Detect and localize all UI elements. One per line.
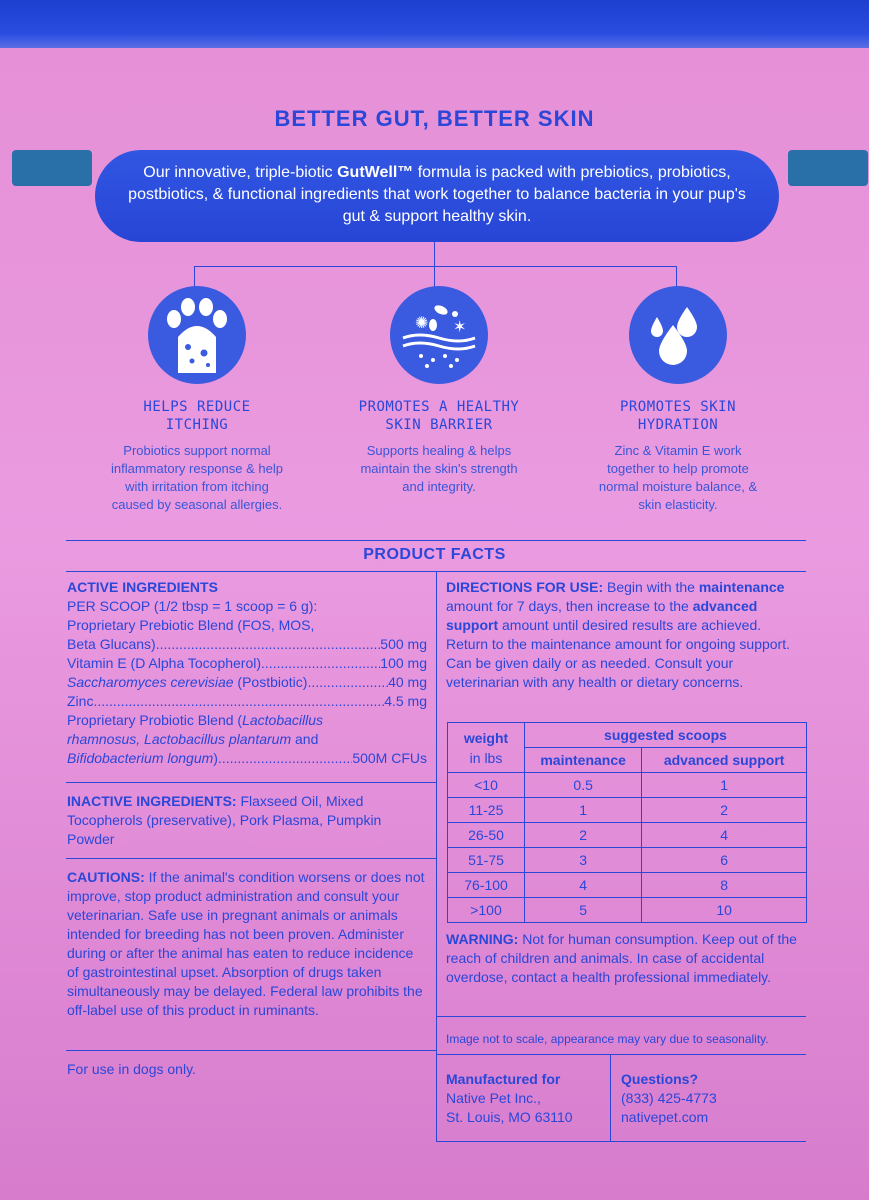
svg-text:✺: ✺	[415, 313, 429, 332]
per-scoop: PER SCOOP (1/2 tbsp = 1 scoop = 6 g):	[67, 598, 318, 614]
rule	[436, 1016, 806, 1017]
directions: DIRECTIONS FOR USE: Begin with the maintenance amount for 7 days, then increase to the advanced support amount until desired results are achieved. Return to the maintenance amount for ongoing support. Can be given daily or as needed. Consult your veterinarian with any health or dietary concerns.	[446, 579, 790, 690]
facts-top-rule	[66, 540, 806, 541]
table-row: <10 0.5 1	[448, 773, 807, 798]
connector-drop-1	[194, 266, 195, 288]
rule	[436, 1141, 806, 1142]
benefit-description: Supports healing & helps maintain the skin's strength and integrity.	[360, 443, 518, 494]
intro-before: Our innovative, triple-biotic	[143, 164, 338, 181]
intro-after: formula is packed with prebiotics, probiotics, postbiotics, & functional ingredients that work together to balance bacteria in your pup's gut & support healthy skin.	[128, 164, 746, 225]
manufacturer: Manufactured for Native Pet Inc., St. Louis, MO 63110	[446, 1071, 573, 1125]
benefit-title: PROMOTES SKIN HYDRATION	[619, 399, 737, 433]
probiotic-line-1: Proprietary Probiotic Blend (Lactobacillus	[67, 712, 324, 728]
benefit-itching	[87, 286, 307, 514]
rule	[66, 858, 436, 859]
paw-icon	[148, 286, 246, 384]
rule	[66, 1050, 436, 1051]
table-row: 26-50 2 4	[448, 823, 807, 848]
connector-stem	[434, 242, 435, 266]
prebiotic-line: Proprietary Prebiotic Blend (FOS, MOS,	[67, 617, 315, 633]
disclaimer: Image not to scale, appearance may vary due to seasonality.	[446, 1032, 769, 1046]
benefit-description: Zinc & Vitamin E work together to help promote normal moisture balance, & skin elasticity.	[598, 443, 758, 512]
cautions: CAUTIONS: If the animal's condition worsens or does not improve, stop product administration and consult your veterinarian. Safe use in pregnant animals or animals intended for breeding has not been proven. Administer during or after the animal has eaten to reduce incidence of gastrointestinal upset. Absorption of drugs taken simultaneously may be delayed. Federal law prohibits the off-label use of this product in ruminants.	[67, 869, 425, 1018]
ingredient-row: Saccharomyces cerevisiae (Postbiotic) ..... 40 mg	[67, 673, 427, 692]
right-strap	[788, 150, 868, 186]
benefit-title: HELPS REDUCE ITCHING	[143, 399, 251, 433]
svg-text:✶: ✶	[453, 317, 467, 336]
ingredient-row: Bifidobacterium longum) ..... 500M CFUs	[67, 749, 427, 768]
benefit-hydration	[568, 286, 788, 514]
headline: BETTER GUT, BETTER SKIN	[274, 106, 595, 131]
skin-barrier-icon	[390, 286, 488, 384]
active-heading: ACTIVE INGREDIENTS	[67, 579, 218, 595]
benefit-skin-barrier	[329, 286, 549, 496]
contact-divider	[610, 1054, 611, 1142]
probiotic-line-2: rhamnosus, Lactobacillus plantarum and	[67, 731, 319, 747]
contact-info: Questions? (833) 425-4773 nativepet.com	[621, 1071, 717, 1125]
active-ingredients	[67, 578, 427, 768]
package-top-band	[0, 0, 869, 48]
connector-bar	[194, 266, 676, 267]
water-drops-icon	[629, 286, 727, 384]
warning: WARNING: Not for human consumption. Keep out of the reach of children and animals. In case of accidental overdose, contact a health professional immediately.	[446, 931, 797, 985]
intro-pill	[95, 150, 779, 242]
table-row: 51-75 3 6	[448, 848, 807, 873]
rule	[66, 782, 436, 783]
ingredient-row: Vitamin E (D Alpha Tocopherol) ..... 100 mg	[67, 654, 427, 673]
website: nativepet.com	[621, 1109, 709, 1125]
table-row: 76-100 4 8	[448, 873, 807, 898]
connector-drop-3	[676, 266, 677, 288]
benefit-description: Probiotics support normal inflammatory response & help with irritation from itching caused by seasonal allergies.	[111, 443, 283, 512]
connector-drop-2	[434, 266, 435, 288]
ingredient-row: Zinc ..... 4.5 mg	[67, 692, 427, 711]
brand-name: GutWell™	[337, 164, 414, 181]
table-row: 11-25 1 2	[448, 798, 807, 823]
table-row: >100 5 10	[448, 898, 807, 923]
rule	[436, 1054, 806, 1055]
left-strap	[12, 150, 92, 186]
ingredient-row: Beta Glucans) ..... 500 mg	[67, 635, 427, 654]
scoop-table: weight in lbs suggested scoops maintenance advanced support <10 0.5 1 11-25 1 2 26-50 2 4 51-75 3 6 76-100 4 8 >100 5 10	[447, 722, 807, 923]
phone-number: (833) 425-4773	[621, 1090, 717, 1106]
benefit-title: PROMOTES A HEALTHY SKIN BARRIER	[358, 399, 520, 433]
dogs-only: For use in dogs only.	[67, 1061, 196, 1077]
facts-column-divider	[436, 572, 437, 1142]
facts-title: PRODUCT FACTS	[363, 546, 506, 563]
inactive-ingredients: INACTIVE INGREDIENTS: Flaxseed Oil, Mixed Tocopherols (preservative), Pork Plasma, Pumpkin Powder	[67, 793, 382, 847]
